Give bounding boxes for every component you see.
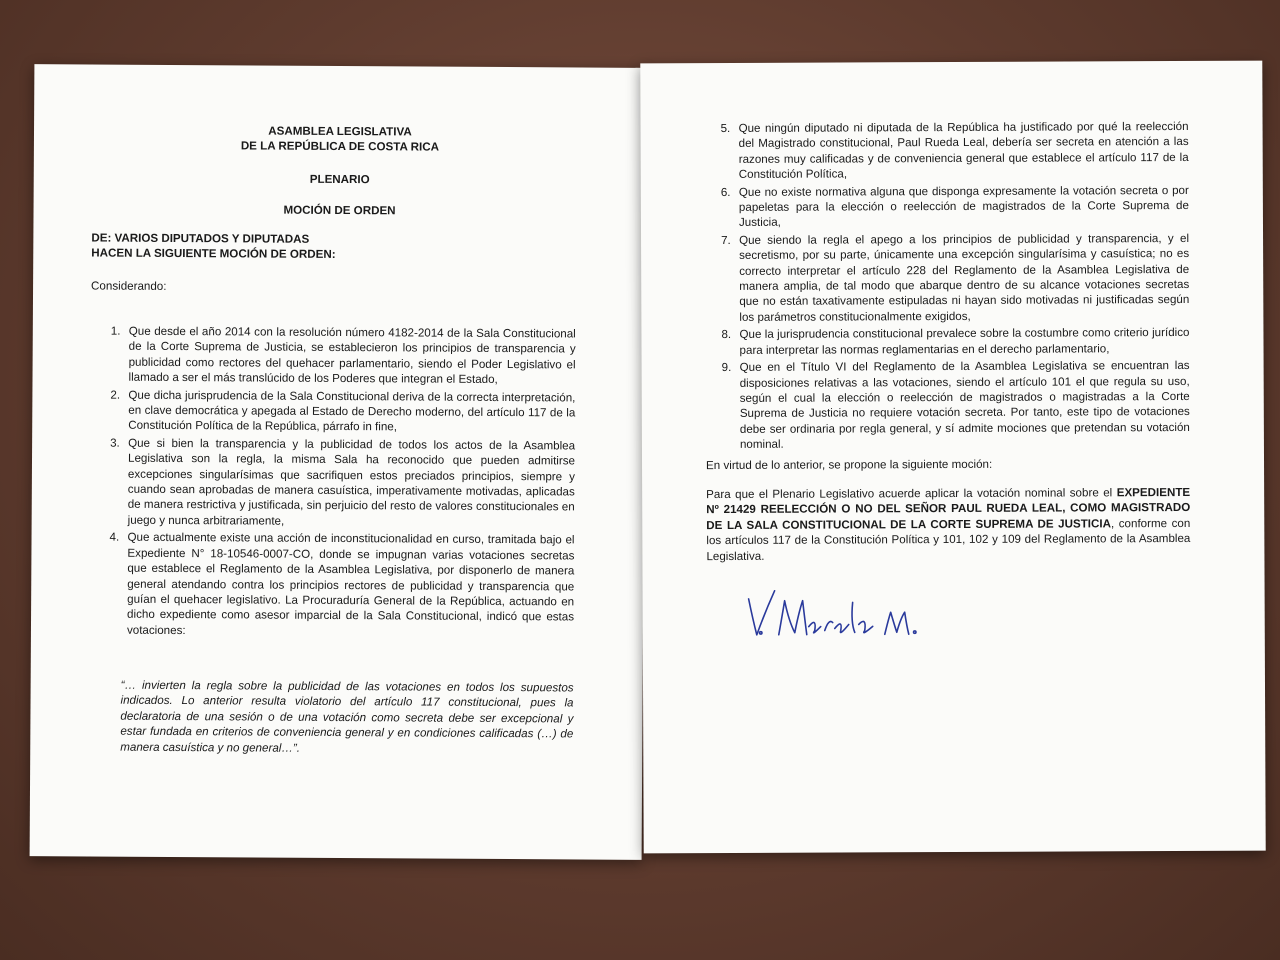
institution-header xyxy=(34,122,646,157)
motion-intro: Para que el Plenario Legislativo acuerde aplicar la votación nominal sobre el xyxy=(706,486,1113,502)
virtud-paragraph: En virtud de lo anterior, se propone la siguiente moción: xyxy=(706,457,993,473)
mocion-title: MOCIÓN DE ORDEN xyxy=(283,203,396,218)
motion-paragraph xyxy=(706,485,1190,564)
plenario-title: PLENARIO xyxy=(309,172,370,187)
motion-tail: , conforme con los artículos 117 de la Constitución Política y 101, 102 y 109 del Reglamento de la Asamblea Legislativa. xyxy=(706,516,1191,563)
considerations-list-right xyxy=(721,119,1190,455)
right-document-page xyxy=(640,61,1265,854)
handwritten-signature xyxy=(743,582,943,653)
list-item: 4. Que actualmente existe una acción de inconstitucionalidad en curso, tramitada bajo el Expediente N° 18-10546-0007-CO, donde se impugnan varias votaciones secretas que establece el Reglamento de la Asamblea Legislativa, por disponerlo de manera general atendando contra los principios rectores de publicidad y transparencia que guían el quehacer legislativo. La Procuraduría General de la República, actuando en dicho expediente como asesor imparcial de la Sala Constitucional, indicó que estas votaciones: xyxy=(109,530,575,637)
from-line-1: DE: VARIOS DIPUTADOS Y DIPUTADAS xyxy=(91,231,310,246)
list-item: 3. Que si bien la transparencia y la publicidad de todos los actos de la Asamblea Legislativa son la regla, la misma Sala ha reconocido que pueden admitirse excepciones singularísimas que sacrifiquen estos preciados principios, siempre y cuando sean aprobadas de manera casuística, imperativamente motivadas, aplicadas de manera restrictiva y justificada, sin perjuicio del resto de valores constitucionales en juego y nunca arbitrariamente, xyxy=(110,436,576,528)
header-line-1: ASAMBLEA LEGISLATIVA xyxy=(268,124,412,139)
procuraduria-quote: “… invierten la regla sobre la publicidad de las votaciones en todos los supuestos indicados. Lo anterior resulta violatorio del artículo 117 constitucional, pues la declaratoria de una sesión o de una votación como secreta debe ser excepcional y estar fundada en criterios de conveniencia general y en condiciones calificadas (…) de manera casuística y no general…”. xyxy=(120,678,574,755)
list-item: 9. Que en el Título VI del Reglamento de la Asamblea Legislativa se encuentran las disposiciones relativas a las votaciones, siendo el artículo 101 el que regula su uso, según el cual la elección o reelección de magistrados o magistradas a la Corte Suprema de Justicia no requiere votación secreta. Por tanto, este tipo de votaciones debe ser ordinaria por regla general, y sí admite mociones que pretendan su votación nominal. xyxy=(721,359,1190,452)
list-item: 5. Que ningún diputado ni diputada de la República ha justificado por qué la reelección del Magistrado constitucional, Paul Rueda Leal, debería ser secreta en atención a las razones muy calificadas y de conveniencia general que establece el artículo 117 de la Constitución Política, xyxy=(720,119,1189,182)
from-line-2: HACEN LA SIGUIENTE MOCIÓN DE ORDEN: xyxy=(91,246,336,262)
left-document-page xyxy=(30,64,647,860)
header-line-2: DE LA REPÚBLICA DE COSTA RICA xyxy=(240,139,440,155)
list-item: 8. Que la jurisprudencia constitucional prevalece sobre la costumbre como criterio jurídico para interpretar las normas reglamentarias en el derecho parlamentario, xyxy=(721,326,1190,357)
list-item: 1. Que desde el año 2014 con la resolución número 4182-2014 de la Sala Constitucional de la Corte Suprema de Justicia, se establecieron los principios de transparencia y publicidad como rectores del quehacer parlamentario, siendo el Poder Legislativo el llamado a ser el más translúcido de los Poderes que integran el Estado, xyxy=(110,324,576,387)
list-item: 6. Que no existe normativa alguna que disponga expresamente la votación secreta o por papeletas para la elección o reelección de magistrados de la Corte Suprema de Justicia, xyxy=(720,183,1189,230)
expediente-title: EXPEDIENTE Nº 21429 REELECCIÓN O NO DEL SEÑOR PAUL RUEDA LEAL, COMO MAGISTRADO DE LA SALA CONSTITUCIONAL DE LA CORTE SUPREMA DE JUSTICIA xyxy=(706,485,1191,532)
from-block xyxy=(91,230,336,262)
list-item: 2. Que dicha jurisprudencia de la Sala Constitucional deriva de la correcta interpretación, en clave democrática y apegada al Estado de Derecho moderno, del artículo 117 de la Constitución Política de la República, párrafo in fine, xyxy=(110,388,576,434)
considerando-label: Considerando: xyxy=(91,279,167,293)
considerations-list-left xyxy=(109,324,576,643)
list-item: 7. Que siendo la regla el apego a los principios de publicidad y transparencia, y el secretismo, por su parte, únicamente una excepción singularísima y casuística; no es correcto interpretar el artículo 228 del Reglamento de la Asamblea Legislativa de manera amplia, de tal modo que abarque dentro de su alcance votaciones secretas que no están taxativamente estipuladas ni hayan sido motivadas ni justificadas según los parámetros constitucionalmente exigidos, xyxy=(721,231,1190,324)
